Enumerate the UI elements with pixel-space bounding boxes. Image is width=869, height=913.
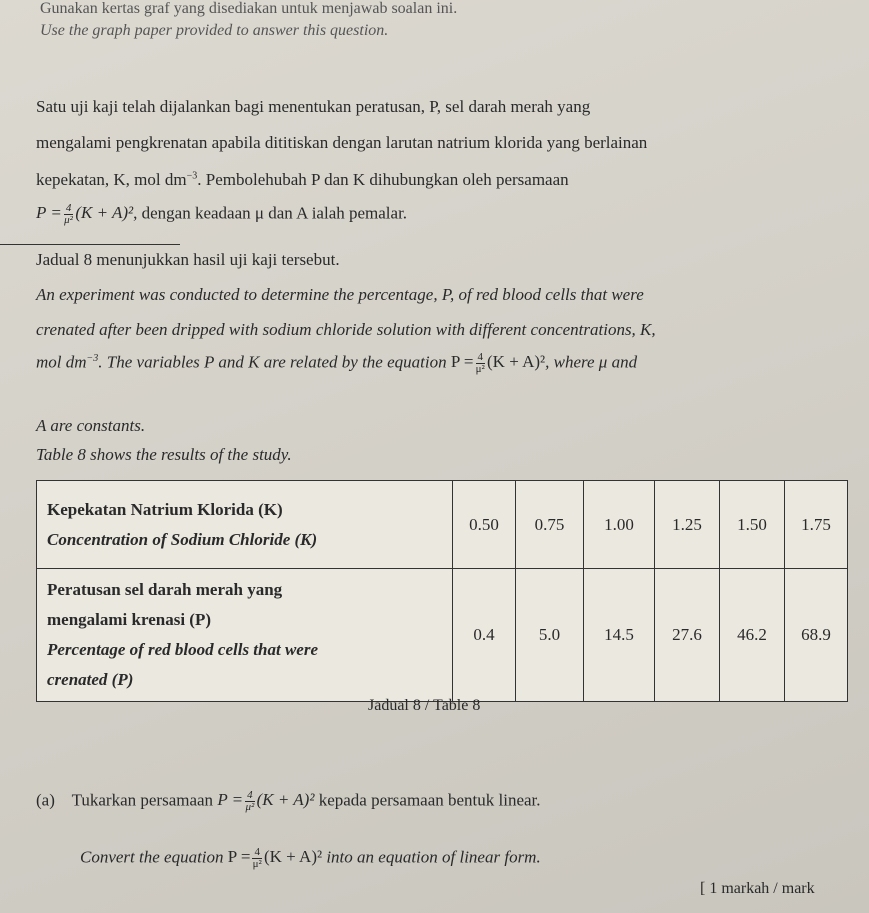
malay-line3-text-b: . Pembolehubah P dan K dihubungkan oleh persamaan	[197, 170, 569, 189]
exponent-malay: −3	[186, 170, 198, 182]
malay-para-line2: mengalami pengkrenatan apabila dititiskan dengan larutan natrium klorida yang berlainan	[36, 133, 648, 152]
eq-rhs: (K + A)²	[256, 790, 315, 810]
equation-question-english	[227, 846, 323, 870]
table-cell: 68.9	[785, 569, 848, 702]
table-cell: 5.0	[516, 569, 584, 702]
header-english: Use the graph paper provided to answer this question.	[40, 22, 389, 39]
eq-fraction	[476, 352, 486, 375]
table-cell: 0.75	[516, 481, 584, 569]
header-malay: Gunakan kertas graf yang disediakan untuk menjawab soalan ini.	[40, 0, 458, 17]
label-english-1: Percentage of red blood cells that were	[47, 640, 319, 659]
row-label-concentration	[37, 481, 453, 569]
table-row-percentage	[37, 569, 848, 702]
table-caption: Jadual 8 / Table 8	[368, 697, 481, 714]
eq-numerator: 4	[247, 789, 253, 801]
exponent-english: −3	[86, 352, 99, 364]
question-a-english-post: into an equation of linear form.	[326, 847, 541, 867]
table-cell: 1.00	[584, 481, 655, 569]
eq-denominator: μ²	[64, 214, 73, 226]
label-malay: Kepekatan Natrium Klorida (K)	[47, 499, 283, 519]
eq-lhs: P =	[227, 847, 251, 867]
equation-malay	[36, 202, 134, 226]
malay-para-line3	[36, 170, 569, 190]
eq-lhs: P =	[36, 203, 62, 223]
english-line3-text-a: mol dm	[36, 352, 87, 372]
english-para-line4: A are constants.	[36, 416, 146, 435]
eq-fraction	[245, 790, 255, 813]
table-cell: 1.50	[720, 481, 785, 569]
eq-numerator: 4	[65, 202, 72, 214]
question-a-english-pre: Convert the equation	[80, 847, 224, 867]
eq-numerator: 4	[254, 846, 260, 858]
english-para-line2: crenated after been dripped with sodium chloride solution with different concentrations, K,	[36, 320, 656, 339]
eq-denominator: μ²	[252, 858, 262, 870]
label-malay-1: Peratusan sel darah merah yang	[47, 580, 283, 599]
malay-para-line1: Satu uji kaji telah dijalankan bagi menentukan peratusan, P, sel darah merah yang	[36, 97, 591, 116]
table-cell: 27.6	[655, 569, 720, 702]
label-english: Concentration of Sodium Chloride (K)	[47, 529, 318, 549]
eq-rhs: (K + A)²	[487, 352, 546, 372]
malay-para-line4	[36, 203, 407, 226]
eq-numerator: 4	[477, 351, 483, 363]
english-para-line3	[36, 352, 637, 375]
results-table	[36, 480, 848, 702]
row-label-percentage	[37, 569, 453, 702]
malay-line3-text-a: kepekatan, K, mol dm	[36, 170, 187, 189]
eq-denominator: μ²	[245, 801, 255, 813]
equation-english	[450, 351, 546, 375]
eq-denominator: μ²	[475, 363, 485, 375]
label-malay-2: mengalami krenasi (P)	[47, 610, 212, 629]
question-a-malay-pre: Tukarkan persamaan	[71, 790, 214, 810]
question-a-label: (a)	[36, 790, 55, 810]
equation-question-malay	[217, 789, 315, 813]
english-para-line5: Table 8 shows the results of the study.	[36, 445, 292, 464]
eq-lhs: P =	[217, 790, 244, 810]
english-para-line1: An experiment was conducted to determine the percentage, P, of red blood cells that were	[36, 285, 644, 304]
table-cell: 0.4	[453, 569, 516, 702]
eq-fraction	[64, 203, 74, 226]
eq-lhs: P =	[450, 352, 474, 372]
marks-label: [ 1 markah / mark	[700, 880, 815, 897]
malay-para-line5: Jadual 8 menunjukkan hasil uji kaji tersebut.	[36, 250, 340, 269]
table-cell: 0.50	[453, 481, 516, 569]
eq-rhs: (K + A)²	[75, 203, 134, 223]
eq-rhs: (K + A)²	[263, 847, 323, 867]
malay-line4-text: , dengan keadaan μ dan A ialah pemalar.	[133, 203, 408, 223]
eq-fraction	[252, 847, 262, 870]
divider-rule	[0, 244, 180, 245]
table-cell: 14.5	[584, 569, 655, 702]
question-a-malay	[36, 790, 541, 813]
english-line3-text-c: , where μ and	[545, 352, 638, 372]
question-a-english	[80, 847, 541, 870]
label-english-2: crenated (P)	[47, 670, 134, 689]
table-cell: 1.25	[655, 481, 720, 569]
table-row-concentration	[37, 481, 848, 569]
english-line3-text-b: . The variables P and K are related by the equation	[98, 352, 447, 372]
table-cell: 46.2	[720, 569, 785, 702]
question-a-malay-post: kepada persamaan bentuk linear.	[318, 790, 541, 810]
table-cell: 1.75	[785, 481, 848, 569]
